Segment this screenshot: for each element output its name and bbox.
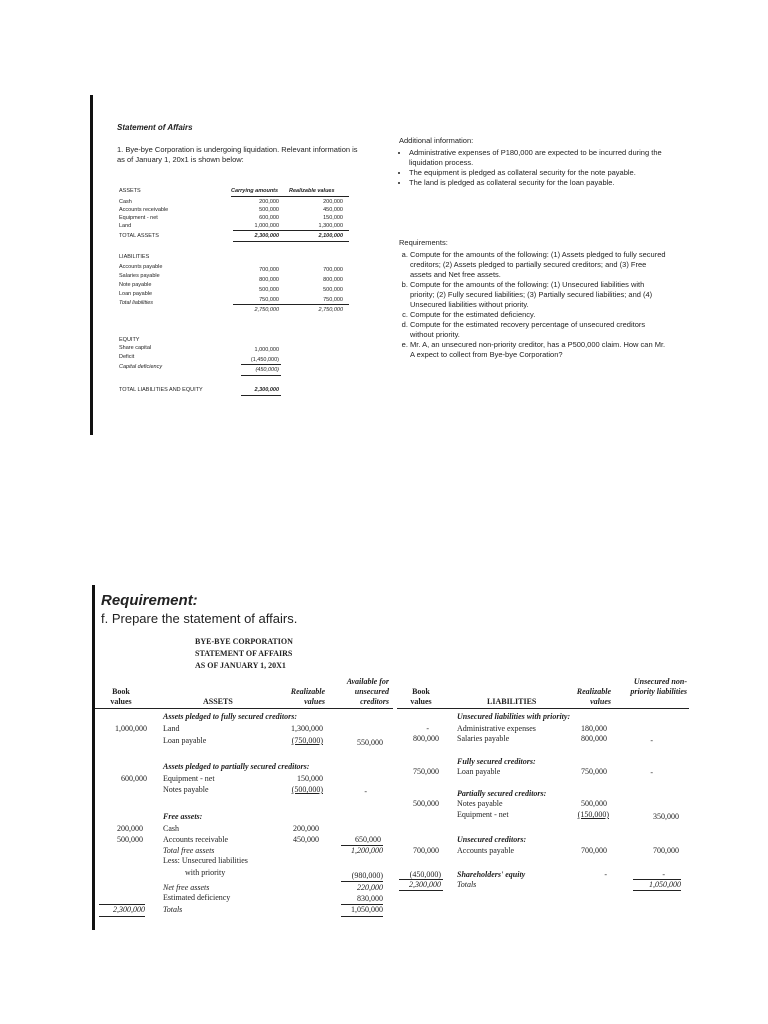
- ap-unsecured: 700,000: [653, 846, 679, 855]
- totals-label-right: Totals: [457, 880, 477, 889]
- liability-realizable: 500,000: [323, 287, 343, 293]
- equity-value: (450,000): [255, 367, 279, 373]
- loan-label: Loan payable: [163, 736, 207, 745]
- land-available: 550,000: [357, 738, 383, 747]
- ap-label: Accounts payable: [457, 846, 515, 855]
- deficiency-label: Estimated deficiency: [163, 893, 231, 902]
- liability-carrying: 500,000: [259, 287, 279, 293]
- requirement-item: e. Mr. A, an unsecured non-priority creditor, has a P500,000 claim. How can Mr. A expect to collect from Bye-bye Corporation?: [410, 340, 668, 360]
- equity-realizable: -: [604, 870, 607, 879]
- loan-book: 750,000: [413, 767, 439, 776]
- salaries-realizable: 800,000: [581, 734, 607, 743]
- land-label: Land: [163, 724, 180, 733]
- asset-label: Accounts receivable: [119, 207, 169, 213]
- liability-carrying: 750,000: [259, 297, 279, 303]
- loan-label-right: Loan payable: [457, 767, 501, 776]
- equity-label: Share capital: [119, 345, 152, 351]
- equipment-book: 600,000: [121, 774, 147, 783]
- statement-title: STATEMENT OF AFFAIRS: [195, 649, 293, 658]
- equity-label: Deficit: [119, 354, 135, 360]
- totals-book-right: 2,300,000: [409, 880, 441, 889]
- asset-realizable: 450,000: [323, 207, 343, 213]
- company-name: BYE-BYE CORPORATION: [195, 637, 293, 646]
- requirement-heading: Requirement:: [101, 592, 198, 609]
- asset-label: Land: [119, 223, 132, 229]
- total-le-label: TOTAL LIABILITIES AND EQUITY: [119, 387, 203, 393]
- loan-realizable-right: 750,000: [581, 767, 607, 776]
- salaries-unsecured: -: [650, 736, 653, 745]
- less-label: Less: Unsecured liabilities: [163, 856, 248, 865]
- total-free-value: 1,200,000: [351, 846, 383, 855]
- equity-header: EQUITY: [119, 337, 140, 343]
- panel-title: Statement of Affairs: [117, 123, 193, 132]
- realizable-header-right: Realizable values: [576, 687, 611, 706]
- additional-item: • Administrative expenses of P180,000 are expected to be incurred during the liquidation process.: [409, 148, 667, 168]
- liability-realizable: 700,000: [323, 267, 343, 273]
- equity-unsecured: -: [662, 870, 665, 879]
- ap-book: 700,000: [413, 846, 439, 855]
- total-assets-realizable: 2,100,000: [318, 233, 343, 239]
- ar-realizable: 450,000: [293, 835, 319, 844]
- liability-label: Accounts payable: [119, 264, 163, 270]
- book-values-header-right: Book values: [410, 687, 432, 706]
- land-book: 1,000,000: [115, 724, 147, 733]
- equipment-available: -: [364, 787, 367, 796]
- ar-book: 500,000: [117, 835, 143, 844]
- section-priority: Unsecured liabilities with priority:: [457, 712, 571, 721]
- requirement-item: a. Compute for the amounts of the following: (1) Assets pledged to fully secured creditors; (2) Assets pledged to partially secured creditors; and (3) Free assets and Net free assets.: [410, 250, 668, 280]
- notes-realizable: (500,000): [291, 785, 323, 794]
- totals-label: Totals: [163, 905, 183, 914]
- assets-header: ASSETS: [203, 697, 233, 706]
- loan-realizable: (750,000): [291, 736, 323, 745]
- notes-book: 500,000: [413, 799, 439, 808]
- asset-realizable: 150,000: [323, 215, 343, 221]
- cash-label: Cash: [163, 824, 179, 833]
- equipment-unsecured: 350,000: [653, 812, 679, 821]
- problem-panel: [90, 95, 683, 435]
- statement-date: AS OF JANUARY 1, 20X1: [195, 661, 286, 670]
- totals-value: 1,050,000: [351, 905, 383, 914]
- cash-book: 200,000: [117, 824, 143, 833]
- equipment-label: Equipment - net: [163, 774, 215, 783]
- total-le-value: 2,300,000: [254, 387, 279, 393]
- equipment-label-right: Equipment - net: [457, 810, 509, 819]
- equity-book: (450,000): [409, 870, 441, 879]
- loan-unsecured: -: [650, 768, 653, 777]
- asset-carrying: 600,000: [259, 215, 279, 221]
- additional-heading: Additional information:: [399, 136, 474, 145]
- section-fully-secured: Assets pledged to fully secured creditors:: [163, 712, 297, 721]
- liabilities-header: LIABILITIES: [487, 697, 537, 706]
- notes-label: Notes payable: [163, 785, 209, 794]
- net-free-label: Net free assets: [163, 883, 210, 892]
- book-values-header-left: Book values: [110, 687, 132, 706]
- requirement-item: d. Compute for the estimated recovery percentage of unsecured creditors without priority.: [410, 320, 668, 340]
- salaries-label: Salaries payable: [457, 734, 510, 743]
- asset-realizable: 1,300,000: [318, 223, 343, 229]
- statement-panel: [92, 585, 695, 930]
- section-partially: Partially secured creditors:: [457, 789, 547, 798]
- land-realizable: 1,300,000: [291, 724, 323, 733]
- total-liabilities-label: Total liabilities: [119, 300, 154, 306]
- assets-header: ASSETS: [119, 188, 141, 194]
- equipment-realizable-right: (150,000): [577, 810, 609, 819]
- notes-label-right: Notes payable: [457, 799, 503, 808]
- carrying-header: Carrying amounts: [231, 188, 279, 194]
- equipment-realizable: 150,000: [297, 774, 323, 783]
- additional-list: [399, 148, 667, 188]
- asset-carrying: 200,000: [259, 199, 279, 205]
- equity-label: Capital deficiency: [119, 364, 163, 370]
- with-priority-label: with priority: [185, 868, 226, 877]
- equity-value: (1,450,000): [250, 357, 279, 363]
- liability-label: Salaries payable: [119, 273, 160, 279]
- liability-label: Note payable: [119, 282, 152, 288]
- requirement-item: c. Compute for the estimated deficiency.: [410, 310, 668, 320]
- totals-book: 2,300,000: [113, 905, 145, 914]
- total-assets-label: TOTAL ASSETS: [119, 233, 159, 239]
- with-priority-value: (980,000): [351, 871, 383, 880]
- admin-book: -: [426, 724, 429, 733]
- liabilities-header: LIABILITIES: [119, 254, 150, 260]
- liability-label: Loan payable: [119, 291, 153, 297]
- admin-realizable: 180,000: [581, 724, 607, 733]
- section-fully: Fully secured creditors:: [457, 757, 536, 766]
- requirements-heading: Requirements:: [399, 238, 448, 247]
- total-free-label: Total free assets: [163, 846, 215, 855]
- liability-realizable: 800,000: [323, 277, 343, 283]
- ar-label: Accounts receivable: [163, 835, 229, 844]
- total-liabilities-carrying: 2,750,000: [254, 307, 279, 313]
- available-header: Available for unsecured creditors: [346, 677, 389, 706]
- equity-label: Shareholders' equity: [457, 870, 526, 879]
- totals-unsecured: 1,050,000: [649, 880, 681, 889]
- asset-carrying: 1,000,000: [254, 223, 279, 229]
- section-free-assets: Free assets:: [163, 812, 203, 821]
- unsecured-header: Unsecured non-priority liabilities: [630, 677, 687, 696]
- cash-realizable: 200,000: [293, 824, 319, 833]
- asset-label: Cash: [119, 199, 132, 205]
- realizable-header: Realizable values: [289, 188, 335, 194]
- total-liabilities-realizable: 2,750,000: [318, 307, 343, 313]
- realizable-header-left: Realizable values: [290, 687, 325, 706]
- additional-item: • The land is pledged as collateral security for the loan payable.: [409, 178, 667, 188]
- total-assets-carrying: 2,300,000: [254, 233, 279, 239]
- ap-realizable: 700,000: [581, 846, 607, 855]
- asset-label: Equipment - net: [119, 215, 158, 221]
- additional-item: • The equipment is pledged as collateral security for the note payable.: [409, 168, 667, 178]
- liability-carrying: 800,000: [259, 277, 279, 283]
- requirements-list: [399, 250, 668, 360]
- admin-label: Administrative expenses: [457, 724, 536, 733]
- problem-statement: 1. Bye-bye Corporation is undergoing liquidation. Relevant information is as of January 1, 20x1 is shown below:: [117, 145, 358, 164]
- liability-carrying: 700,000: [259, 267, 279, 273]
- asset-carrying: 500,000: [259, 207, 279, 213]
- liability-realizable: 750,000: [323, 297, 343, 303]
- ar-available: 650,000: [355, 835, 381, 844]
- requirement-subheading: f. Prepare the statement of affairs.: [101, 611, 298, 626]
- asset-realizable: 200,000: [323, 199, 343, 205]
- section-partially-secured: Assets pledged to partially secured creditors:: [163, 762, 310, 771]
- salaries-book: 800,000: [413, 734, 439, 743]
- net-free-value: 220,000: [357, 883, 383, 892]
- section-unsecured: Unsecured creditors:: [457, 835, 527, 844]
- equity-value: 1,000,000: [254, 347, 279, 353]
- requirement-item: b. Compute for the amounts of the following: (1) Unsecured liabilities with priority; (2) Fully secured liabilities; (3) Partially secured liabilities; and (4) Unsecured liabilities without priority.: [410, 280, 668, 310]
- notes-realizable-right: 500,000: [581, 799, 607, 808]
- deficiency-value: 830,000: [357, 894, 383, 903]
